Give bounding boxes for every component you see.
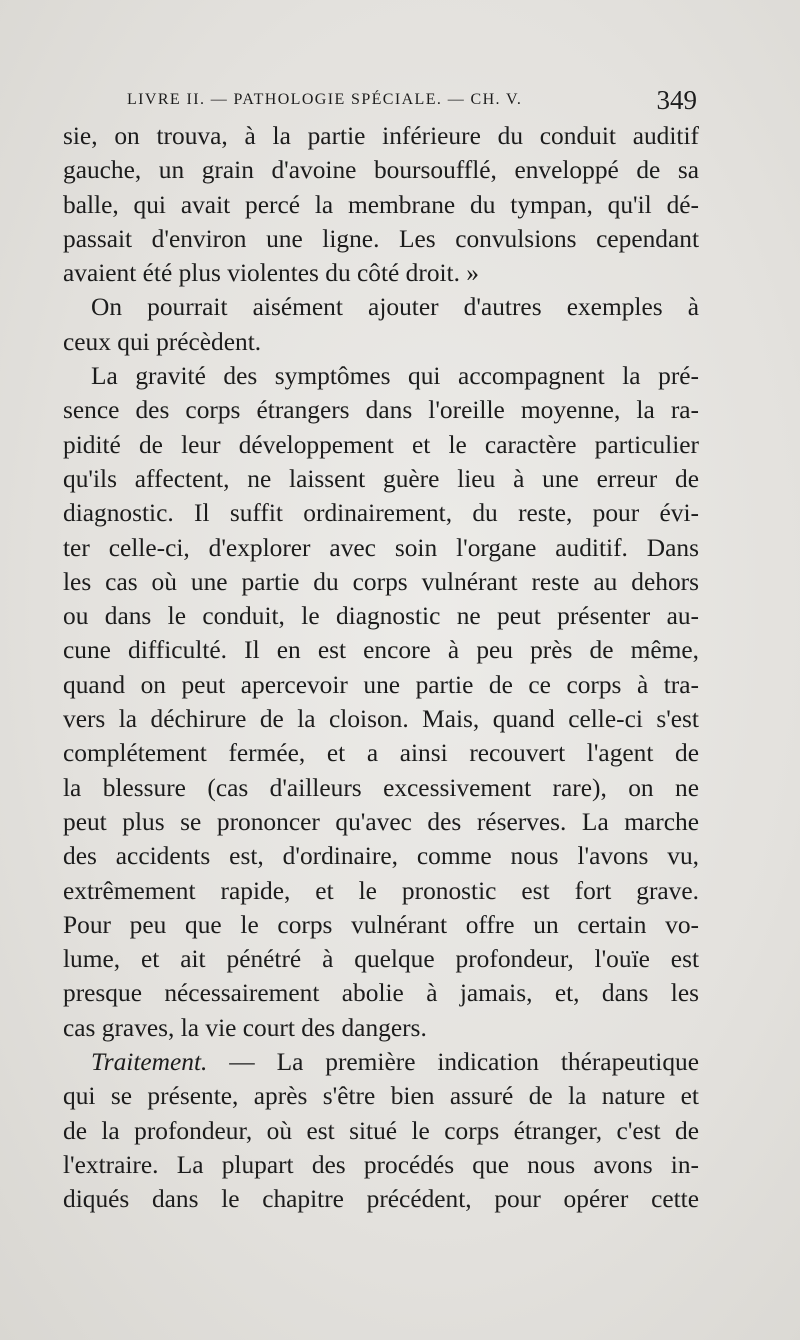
text-run: — La première indication thérapeutique xyxy=(207,1048,699,1077)
text-line: ter celle-ci, d'explorer avec soin l'organe auditif. Dans xyxy=(63,533,699,562)
paragraph-first-line xyxy=(63,1045,699,1079)
text-line: Pour peu que le corps vulnérant offre un certain vo- xyxy=(63,910,699,939)
text-line: les cas où une partie du corps vulnérant reste au dehors xyxy=(63,567,699,596)
text-line: l'extraire. La plupart des procédés que nous avons in- xyxy=(63,1150,699,1179)
text-line: quand on peut apercevoir une partie de ce corps à tra- xyxy=(63,670,699,699)
text-line: gauche, un grain d'avoine boursoufflé, enveloppé de sa xyxy=(63,156,699,185)
text-line: sie, on trouva, à la partie inférieure du conduit auditif xyxy=(63,122,699,150)
text-line: qui se présente, après s'être bien assuré de la nature et xyxy=(63,1082,699,1111)
text-line: cas graves, la vie court des dangers. xyxy=(63,1013,427,1042)
text-line: pidité de leur développement et le caractère particulier xyxy=(63,430,699,459)
running-title: LIVRE II. — PATHOLOGIE SPÉCIALE. — CH. V. xyxy=(127,91,523,108)
text-line: avaient été plus violentes du côté droit. » xyxy=(63,259,480,288)
text-line: des accidents est, d'ordinaire, comme nous l'avons vu, xyxy=(63,842,699,871)
page-number: 349 xyxy=(656,84,697,115)
text-line: vers la déchirure de la cloison. Mais, quand celle-ci s'est xyxy=(63,705,699,734)
paragraph-first-line: On pourrait aisément ajouter d'autres exemples à xyxy=(91,293,699,322)
text-line: la blessure (cas d'ailleurs excessivement rare), on ne xyxy=(63,773,699,802)
text-line: de la profondeur, où est situé le corps étranger, c'est de xyxy=(63,1116,699,1145)
section-heading-traitement: Traitement. xyxy=(91,1048,208,1077)
text-line: diqués dans le chapitre précédent, pour opérer cette xyxy=(63,1185,699,1214)
text-line: complétement fermée, et a ainsi recouvert l'agent de xyxy=(63,739,699,768)
text-line: qu'ils affectent, ne laissent guère lieu à une erreur de xyxy=(63,464,699,493)
paragraph-first-line: La gravité des symptômes qui accompagnent la pré- xyxy=(91,362,699,391)
text-line: balle, qui avait percé la membrane du tympan, qu'il dé- xyxy=(63,190,699,219)
text-line: sence des corps étrangers dans l'oreille moyenne, la ra- xyxy=(63,396,699,425)
text-line: cune difficulté. Il en est encore à peu près de même, xyxy=(63,636,699,665)
text-line: lume, et ait pénétré à quelque profondeur, l'ouïe est xyxy=(63,945,699,974)
text-line: extrêmement rapide, et le pronostic est fort grave. xyxy=(63,876,699,905)
text-line: ceux qui précèdent. xyxy=(63,327,262,356)
text-line: presque nécessairement abolie à jamais, et, dans les xyxy=(63,979,699,1008)
text-line: peut plus se prononcer qu'avec des réserves. La marche xyxy=(63,807,699,836)
page-header xyxy=(127,82,697,118)
text-line: diagnostic. Il suffit ordinairement, du reste, pour évi- xyxy=(63,499,699,528)
text-line: ou dans le conduit, le diagnostic ne peut présenter au- xyxy=(63,602,699,631)
body-text xyxy=(63,119,699,1217)
text-line: passait d'environ une ligne. Les convulsions cependant xyxy=(63,224,699,253)
